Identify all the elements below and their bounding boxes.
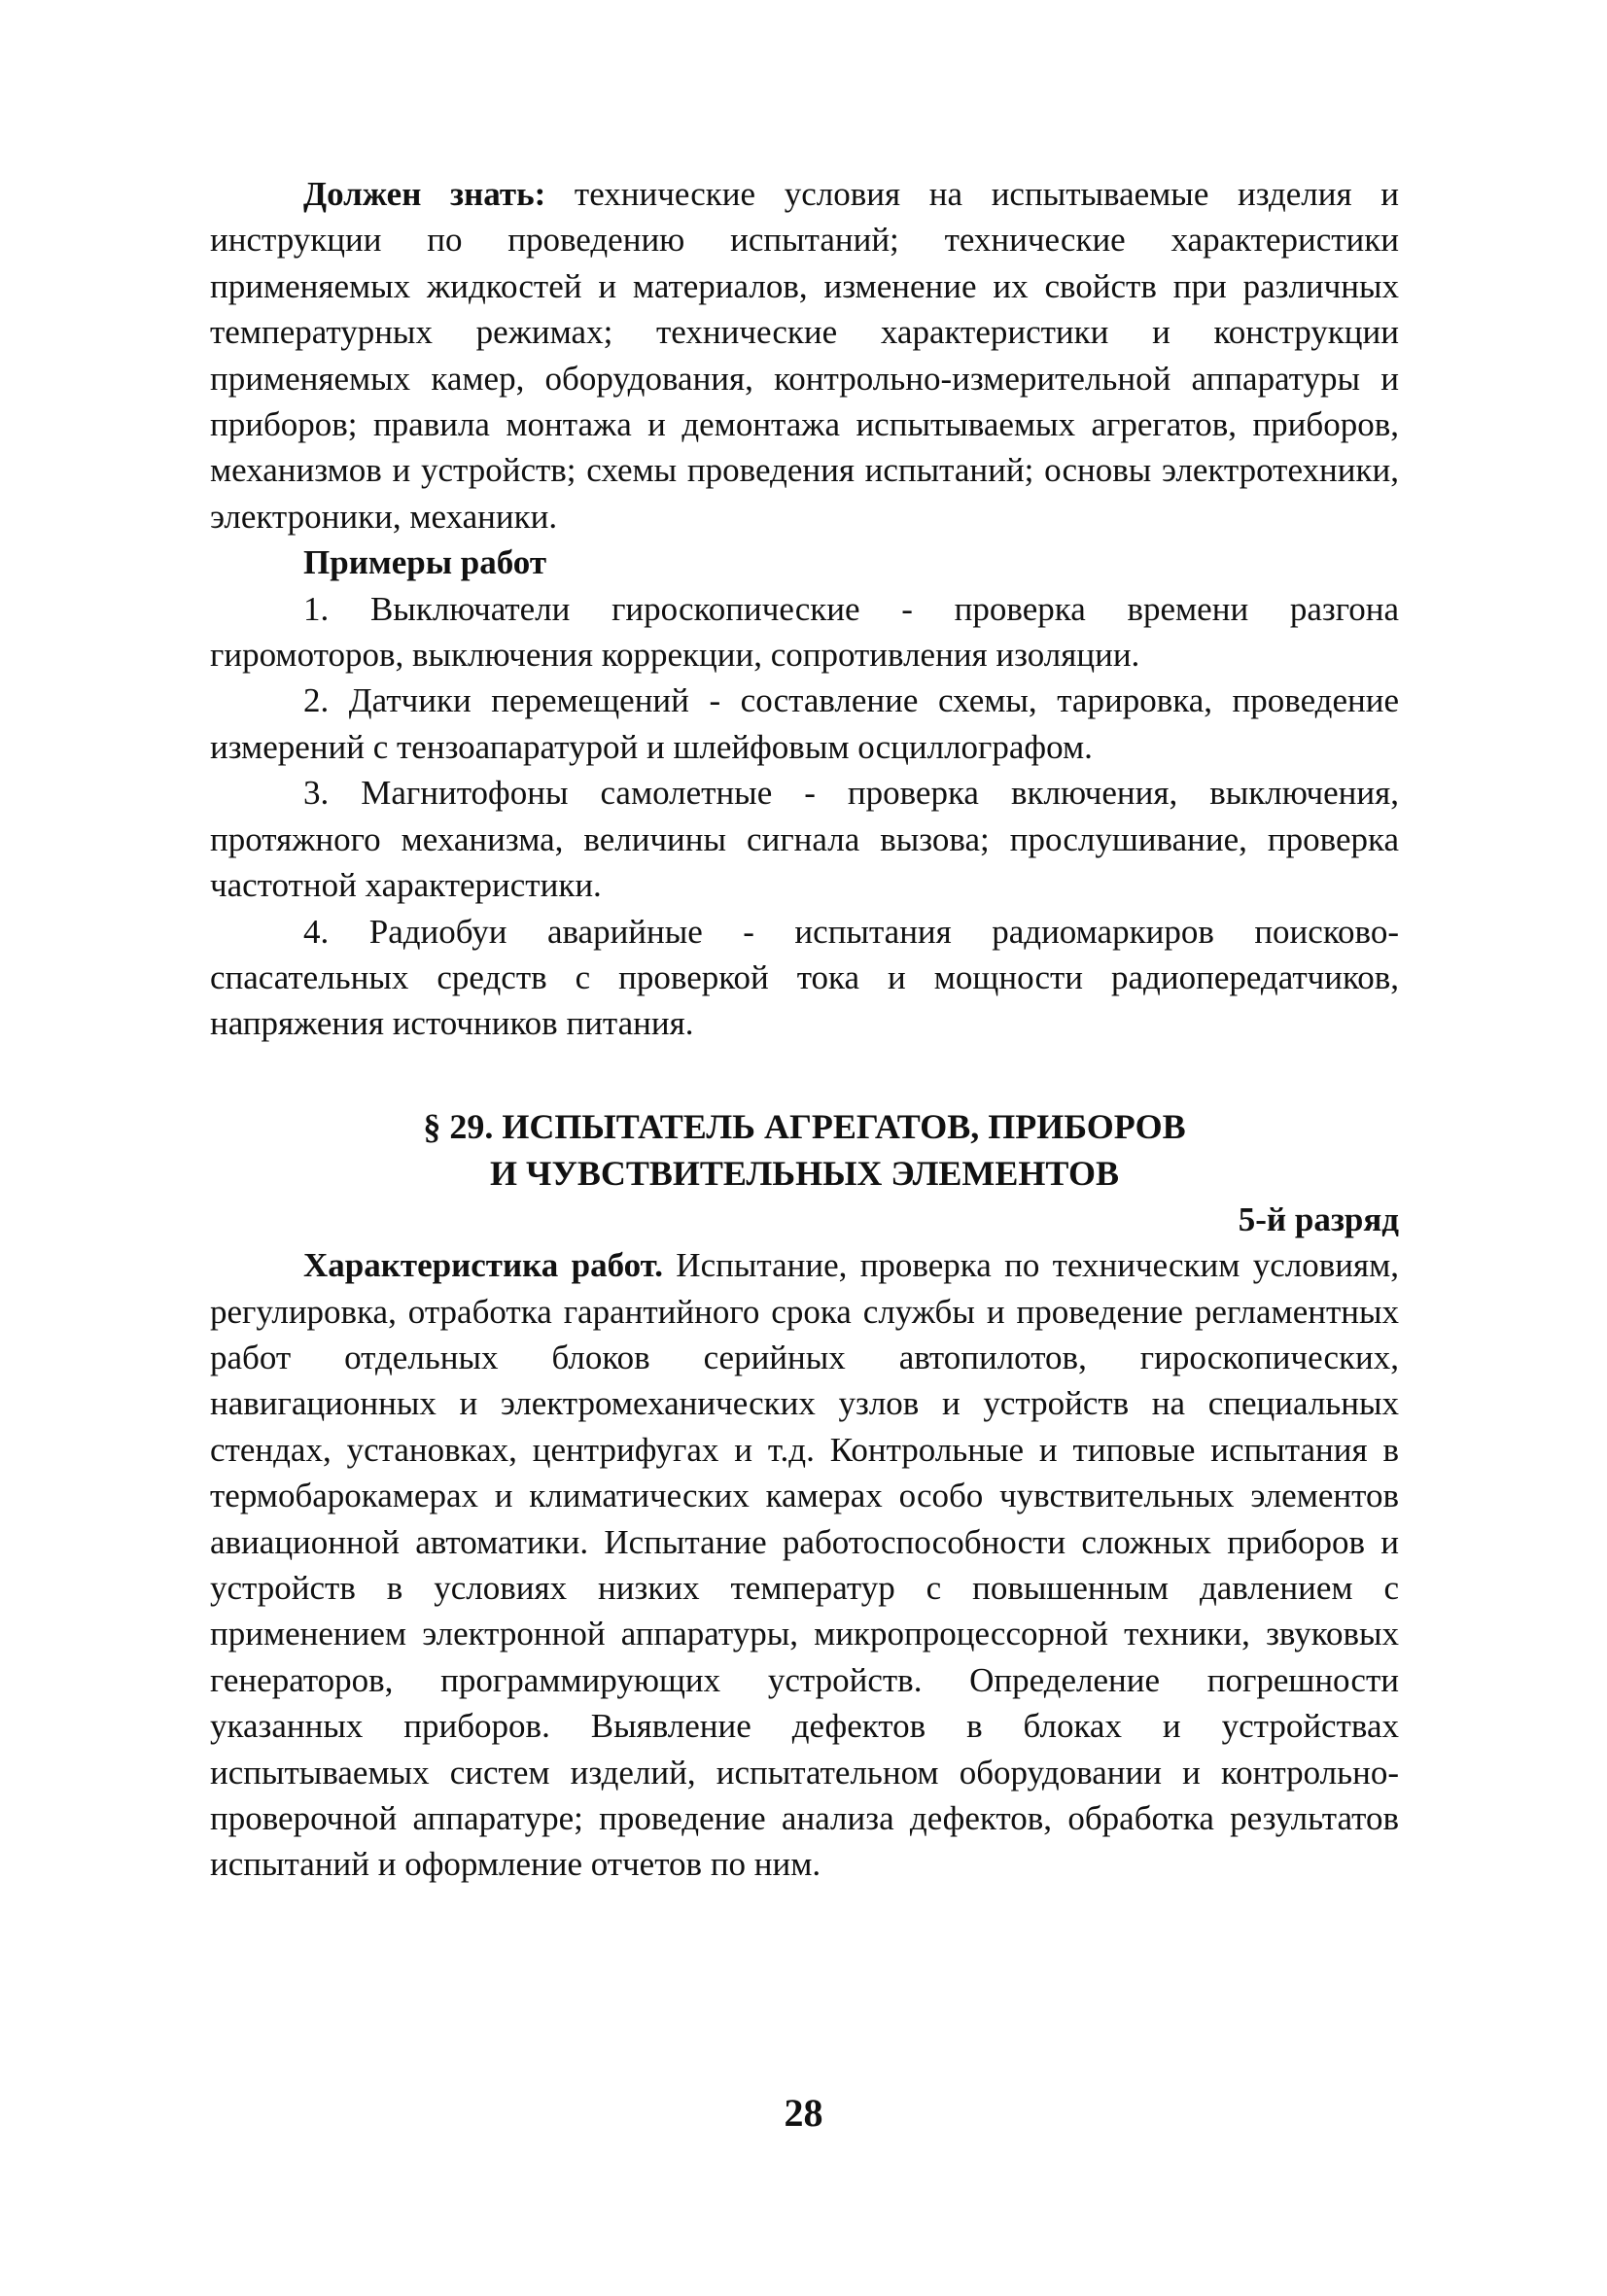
characteristics-paragraph: [210, 1242, 1399, 1888]
knowledge-text: технические условия на испытываемые изделия и инструкции по проведению испытаний; технические характеристики применяемых жидкостей и материалов, изменение их свойств при различных температурных режимах; технические характеристики и конструкции применяемых камер, оборудования, контрольно-измерительной аппаратуры и приборов; правила монтажа и демонтажа испытываемых агрегатов, приборов, механизмов и устройств; схемы проведения испытаний; основы электротехники, электроники, механики.: [210, 175, 1399, 536]
characteristics-lead: Характеристика работ.: [303, 1246, 663, 1285]
knowledge-lead: Должен знать:: [303, 175, 546, 213]
example-item-4: 4. Радиобуи аварийные - испытания радиомаркиров поисково-спасательных средств с проверкой тока и мощности радиопередатчиков, напряжения источников питания.: [210, 912, 1399, 1043]
page-number: 28: [784, 2091, 823, 2135]
knowledge-paragraph: [210, 171, 1399, 539]
example-item-1: 1. Выключатели гироскопические - проверка времени разгона гиромоторов, выключения коррекции, сопротивления изоляции.: [210, 589, 1399, 675]
examples-heading: Примеры работ: [303, 543, 547, 582]
grade-label: 5-й разряд: [1238, 1200, 1399, 1238]
example-item-3: 3. Магнитофоны самолетные - проверка включения, выключения, протяжного механизма, величины сигнала вызова; прослушивание, проверка частотной характеристики.: [210, 774, 1399, 905]
section-title: [210, 1103, 1399, 1197]
page-body: [210, 171, 1399, 1888]
section-title-line-2: И ЧУВСТВИТЕЛЬНЫХ ЭЛЕМЕНТОВ: [490, 1153, 1119, 1193]
characteristics-text: Испытание, проверка по техническим условиям, регулировка, отработка гарантийного срока службы и проведение регламентных работ отдельных блоков серийных автопилотов, гироскопических, навигационных и электромеханических узлов и устройств на специальных стендах, установках, центрифугах и т.д. Контрольные и типовые испытания в термобарокамерах и климатических камерах особо чувствительных элементов авиационной автоматики. Испытание работоспособности сложных приборов и устройств в условиях низких температур с повышенным давлением с применением электронной аппаратуры, микропроцессорной техники, звуковых генераторов, программирующих устройств. Определение погрешности указанных приборов. Выявление дефектов в блоках и устройствах испытываемых систем изделий, испытательном оборудовании и контрольно-проверочной аппаратуре; проведение анализа дефектов, обработка результатов испытаний и оформление отчетов по ним.: [210, 1246, 1399, 1884]
section-title-line-1: § 29. ИСПЫТАТЕЛЬ АГРЕГАТОВ, ПРИБОРОВ: [423, 1106, 1186, 1146]
example-item-2: 2. Датчики перемещений - составление схемы, тарировка, проведение измерений с тензоапаратурой и шлейфовым осциллографом.: [210, 681, 1399, 766]
